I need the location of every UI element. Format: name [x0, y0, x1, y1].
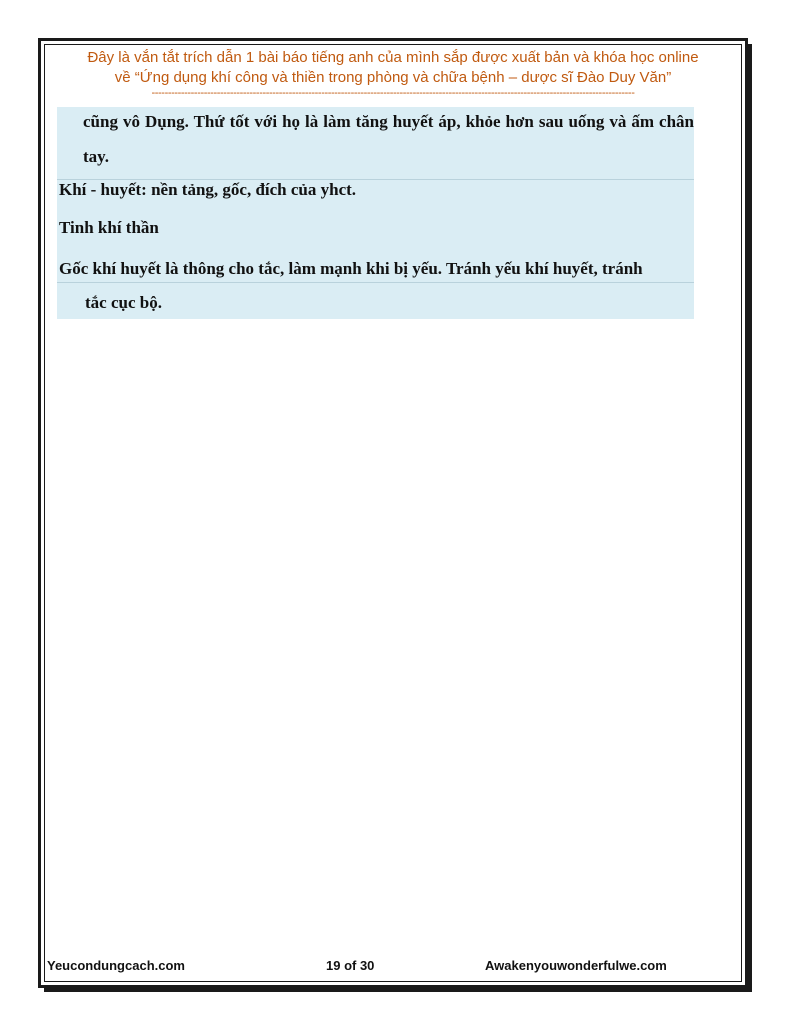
paragraph-1: cũng vô Dụng. Thứ tốt với họ là làm tăng huyết áp, khỏe hơn sau uống và ấm chân tay. — [83, 112, 694, 166]
paragraph-3: Tinh khí thần — [59, 218, 159, 237]
page-border-shadow-right — [748, 44, 752, 992]
paragraph-4-line-1: Gốc khí huyết là thông cho tắc, làm mạnh khi bị yếu. Tránh yếu khí huyết, tránh — [59, 259, 643, 278]
header-line-2: về “Ứng dụng khí công và thiền trong phòng và chữa bệnh – dược sĩ Đào Duy Văn” — [114, 69, 672, 86]
paragraph-2: Khí - huyết: nền tảng, gốc, đích của yhct. — [59, 180, 357, 199]
page-number: 19 of 30 — [326, 958, 375, 973]
page-header — [60, 48, 726, 98]
header-separator: ---------------------------------------------------------------------------------------------------------------------------------------------------- — [151, 88, 635, 98]
paragraph-4 — [57, 252, 694, 320]
paragraph-4-line-2: tắc cục bộ. — [85, 293, 162, 312]
footer-site-right: Awakenyouwonderfulwe.com — [485, 958, 667, 973]
footer-site-left: Yeucondungcach.com — [47, 958, 185, 973]
header-line-1: Đây là vắn tắt trích dẫn 1 bài báo tiếng anh của mình sắp được xuất bản và khóa học online — [87, 49, 699, 66]
page-border-shadow-bottom — [44, 988, 752, 992]
